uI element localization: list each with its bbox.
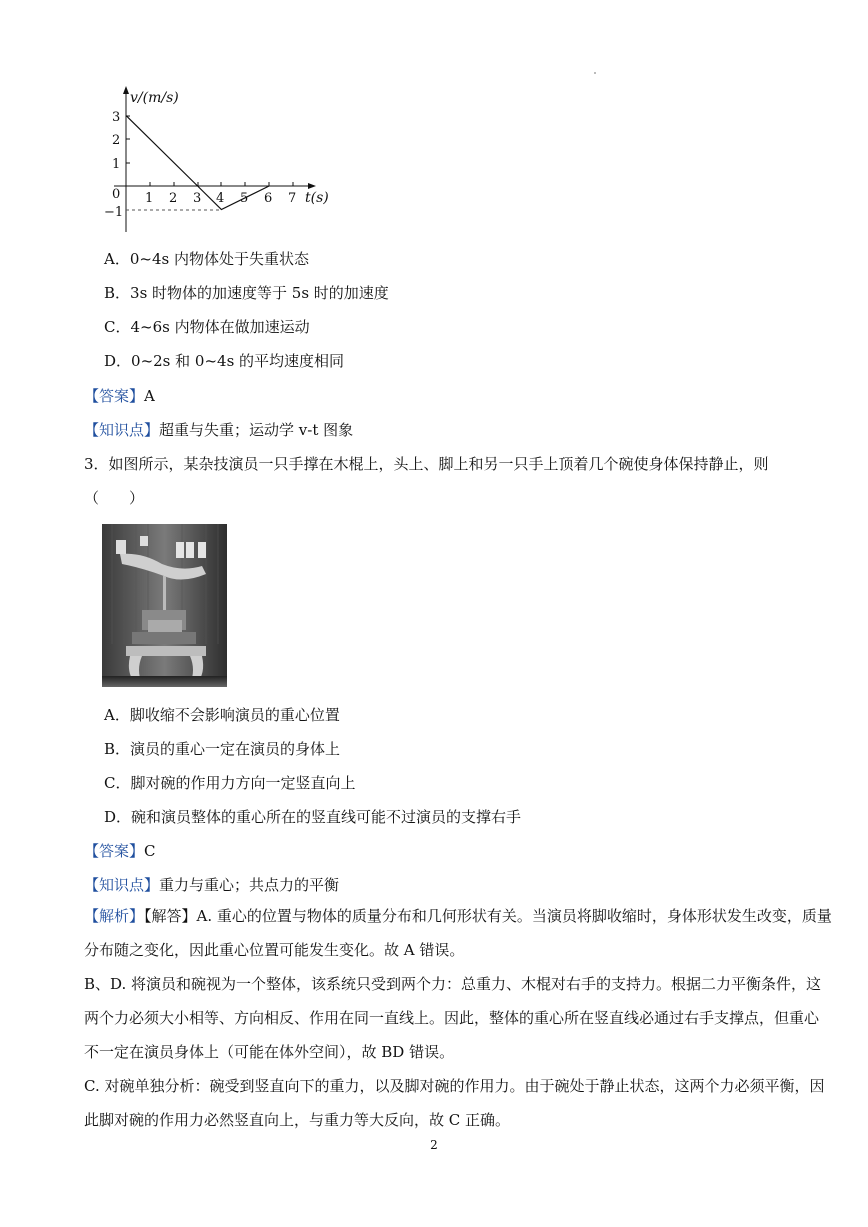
answer-tag: 【答案】: [84, 387, 145, 405]
x-tick: 7: [288, 191, 297, 206]
y-tick: 0: [112, 187, 121, 202]
x-tick: 4: [216, 191, 225, 206]
q2-option-d: D．0~2s 和 0~4s 的平均速度相同: [104, 352, 345, 370]
q3-analysis-bd: B、D. 将演员和碗视为一个整体，该系统只受到两个力：总重力、木棍对右手的支持力。根据二力平衡条件，这两个力必须大小相等、方向相反、作用在同一直线上。因此，整体的重心所在竖直线必通过右手支撑点，但重心不一定在演员身体上（可能在体外空间），故 BD 错误。: [84, 975, 822, 1061]
q3-option-c: C．脚对碗的作用力方向一定竖直向上: [104, 774, 356, 792]
answer-value: A: [144, 387, 155, 405]
analysis-a-text: A. 重心的位置与物体的质量分布和几何形状有关。当演员将脚收缩时，身体形状发生改变，质量分布随之变化，因此重心位置可能发生变化。故 A 错误。: [84, 907, 832, 959]
answer-tag: 【答案】: [84, 842, 145, 860]
knowledge-value: 超重与失重；运动学 v-t 图象: [159, 421, 354, 439]
q3-option-d: D．碗和演员整体的重心所在的竖直线可能不过演员的支撑右手: [104, 808, 522, 826]
analysis-sub-tag: 【解答】: [144, 907, 197, 925]
x-tick: 2: [169, 191, 178, 206]
y-axis-arrow: [123, 86, 129, 94]
q2-answer: [84, 386, 155, 406]
x-axis-arrow: [308, 183, 316, 189]
y-tick: 3: [112, 110, 121, 125]
q3-answer: [84, 841, 156, 861]
y-tick: 1: [112, 157, 121, 172]
page-number: 2: [430, 1138, 438, 1152]
analysis-tag: 【解析】: [84, 907, 145, 925]
q3-analysis-c: C. 对碗单独分析：碗受到竖直向下的重力，以及脚对碗的作用力。由于碗处于静止状态，这两个力必须平衡，因此脚对碗的作用力必然竖直向上，与重力等大反向，故 C 正确。: [84, 1077, 825, 1129]
q3-stem-bracket: （ ）: [84, 489, 145, 507]
q3-analysis-a: [84, 899, 832, 967]
q3-knowledge: [84, 875, 339, 895]
q3-stem: 3．如图所示，某杂技演员一只手撑在木棍上，头上、脚上和另一只手上顶着几个碗使身体保持静止，则: [84, 455, 769, 473]
q2-option-b: B．3s 时物体的加速度等于 5s 时的加速度: [104, 284, 389, 302]
y-axis-label: v/(m/s): [130, 90, 179, 106]
x-axis-label: t(s): [305, 190, 329, 206]
y-tick: 2: [112, 133, 121, 148]
vt-graph: [100, 84, 340, 234]
q2-option-c: C．4~6s 内物体在做加速运动: [104, 318, 310, 336]
q2-option-a: A．0~4s 内物体处于失重状态: [104, 250, 309, 268]
y-tick: −1: [104, 205, 124, 220]
acrobat-photo: [102, 524, 227, 687]
q3-option-a: A．脚收缩不会影响演员的重心位置: [104, 706, 340, 724]
knowledge-tag: 【知识点】: [84, 421, 160, 439]
q3-option-b: B．演员的重心一定在演员的身体上: [104, 740, 341, 758]
x-tick: 5: [240, 191, 249, 206]
x-tick: 3: [193, 191, 202, 206]
knowledge-tag: 【知识点】: [84, 876, 160, 894]
x-tick: 1: [145, 191, 154, 206]
q2-knowledge: [84, 420, 353, 440]
speck: [594, 72, 596, 74]
x-tick: 6: [264, 191, 273, 206]
answer-value: C: [144, 842, 156, 860]
knowledge-value: 重力与重心；共点力的平衡: [159, 876, 340, 894]
